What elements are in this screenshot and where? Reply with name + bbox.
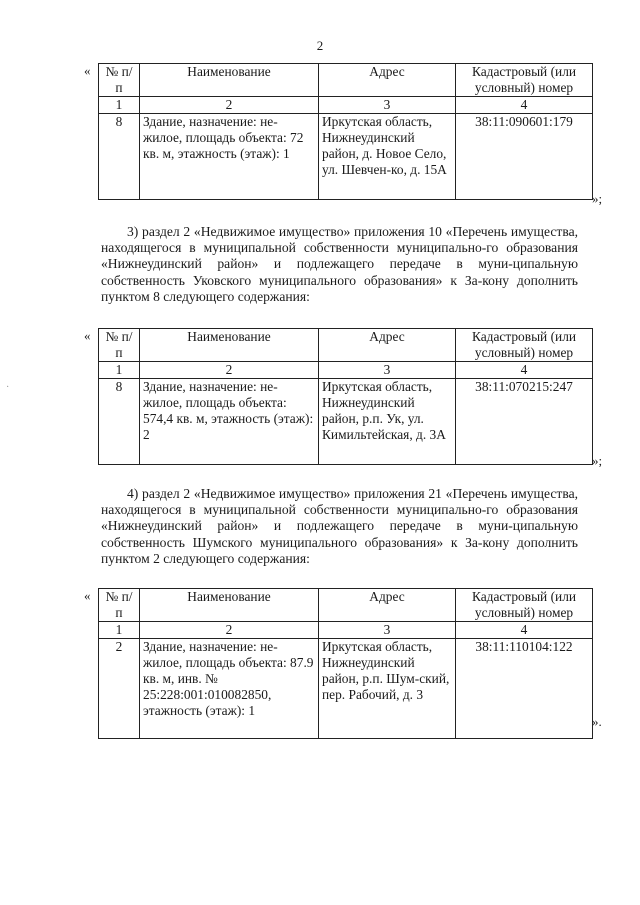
row-number: 2	[99, 639, 140, 739]
index-cell: 1	[99, 362, 140, 379]
closing-quote: »;	[592, 453, 603, 468]
header-num: № п/п	[99, 329, 140, 362]
closing-quote: ».	[592, 714, 602, 729]
paragraph-text: 4) раздел 2 «Недвижимое имущество» приложения 21 «Перечень имущества, находящегося в муниципальной собственности муниципально-го образования «Нижнеудинский район» и подлежащего передаче в муни-ципальную собственность Шумского муниципального образования» к За-кону дополнить пунктом 2 следующего содержания:	[101, 486, 578, 566]
header-num: № п/п	[99, 64, 140, 97]
index-cell: 3	[319, 622, 456, 639]
page-number: 2	[316, 38, 324, 53]
table-header-row	[99, 589, 593, 622]
row-name: Здание, назначение: не-жилое, площадь объекта: 574,4 кв. м, этажность (этаж): 2	[140, 379, 319, 465]
table-header-row	[99, 64, 593, 97]
index-cell: 1	[99, 622, 140, 639]
paragraph-3	[101, 224, 578, 305]
header-address: Адрес	[319, 589, 456, 622]
header-address: Адрес	[319, 64, 456, 97]
header-name: Наименование	[140, 589, 319, 622]
margin-mark: ·	[6, 382, 10, 393]
header-cadastral: Кадастровый (или условный) номер	[456, 589, 593, 622]
index-cell: 2	[140, 97, 319, 114]
opening-quote: «	[84, 328, 91, 343]
row-name: Здание, назначение: не-жилое, площадь объекта: 72 кв. м, этажность (этаж): 1	[140, 114, 319, 200]
index-cell: 2	[140, 622, 319, 639]
property-table-1	[98, 63, 593, 200]
index-cell: 4	[456, 362, 593, 379]
table-header-row	[99, 329, 593, 362]
row-number: 8	[99, 379, 140, 465]
property-table-2	[98, 328, 593, 465]
index-cell: 1	[99, 97, 140, 114]
opening-quote: «	[84, 588, 91, 603]
row-cadastral: 38:11:070215:247	[456, 379, 593, 465]
table-row	[99, 114, 593, 200]
index-cell: 4	[456, 97, 593, 114]
header-address: Адрес	[319, 329, 456, 362]
header-cadastral: Кадастровый (или условный) номер	[456, 329, 593, 362]
paragraph-4	[101, 486, 578, 567]
header-cadastral: Кадастровый (или условный) номер	[456, 64, 593, 97]
closing-quote: »;	[592, 191, 603, 206]
table-row	[99, 639, 593, 739]
index-cell: 3	[319, 97, 456, 114]
row-address: Иркутская область, Нижнеудинский район, р.п. Ук, ул. Кимильтейская, д. 3А	[319, 379, 456, 465]
row-number: 8	[99, 114, 140, 200]
header-name: Наименование	[140, 64, 319, 97]
row-address: Иркутская область, Нижнеудинский район, р.п. Шум-ский, пер. Рабочий, д. 3	[319, 639, 456, 739]
index-cell: 3	[319, 362, 456, 379]
index-row	[99, 362, 593, 379]
header-name: Наименование	[140, 329, 319, 362]
index-row	[99, 622, 593, 639]
property-table-3	[98, 588, 593, 739]
index-cell: 2	[140, 362, 319, 379]
table-row	[99, 379, 593, 465]
opening-quote: «	[84, 63, 91, 78]
index-row	[99, 97, 593, 114]
header-num: № п/п	[99, 589, 140, 622]
paragraph-text: 3) раздел 2 «Недвижимое имущество» приложения 10 «Перечень имущества, находящегося в муниципальной собственности муниципально-го образования «Нижнеудинский район» и подлежащего передаче в муни-ципальную собственность Уковского муниципального образования» к За-кону дополнить пунктом 8 следующего содержания:	[101, 224, 578, 304]
row-address: Иркутская область, Нижнеудинский район, д. Новое Село, ул. Шевчен-ко, д. 15А	[319, 114, 456, 200]
row-name: Здание, назначение: не-жилое, площадь объекта: 87.9 кв. м, инв. № 25:228:001:010082850, этажность (этаж): 1	[140, 639, 319, 739]
row-cadastral: 38:11:090601:179	[456, 114, 593, 200]
row-cadastral: 38:11:110104:122	[456, 639, 593, 739]
index-cell: 4	[456, 622, 593, 639]
